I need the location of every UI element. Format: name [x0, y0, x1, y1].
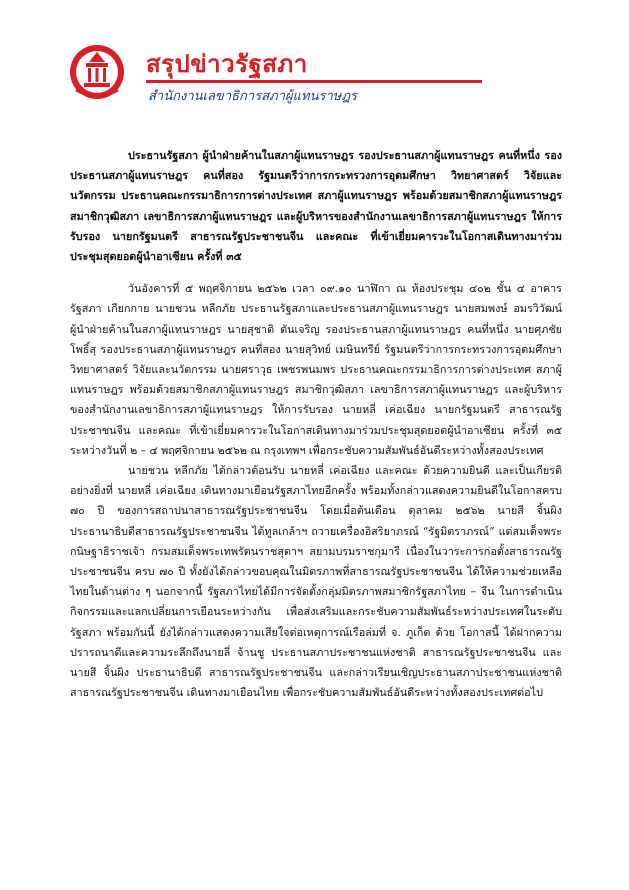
document-title: ประธานรัฐสภา ผู้นำฝ่ายค้านในสภาผู้แทนราษฎร รองประธานสภาผู้แทนราษฎร คนที่หนึ่ง รองประธานสภาผู้แทนราษฎร คนที่สอง รัฐมนตรีว่าการกระทรวงการอุดมศึกษา วิทยาศาสตร์ วิจัยและนวัตกรรม ประธานคณะกรรมาธิการการต่างประเทศ สภาผู้แทนราษฎร พร้อมด้วยสมาชิกสภาผู้แทนราษฎร สมาชิกวุฒิสภา เลขาธิการสภาผู้แทนราษฎร และผู้บริหารของสำนักงานเลขาธิการสภาผู้แทนราษฎร ให้การรับรอง นายกรัฐมนตรี สาธารณรัฐประชาชนจีน และคณะ ที่เข้าเยี่ยมคารวะในโอกาสเดินทางมาร่วมประชุมสุดยอดผู้นำอาเซียน ครั้งที่ ๓๕: [70, 149, 562, 264]
brand-subtitle: สำนักงานเลขาธิการสภาผู้แทนราษฎร: [148, 89, 358, 104]
parliament-emblem-icon: [62, 38, 132, 102]
brand-divider: [146, 80, 482, 83]
document-body: [70, 146, 562, 703]
page-header: [62, 38, 482, 108]
paragraph-1: วันอังคารที่ ๕ พฤศจิกายน ๒๕๖๒ เวลา ๐๙.๑๐ นาฬิกา ณ ห้องประชุม ๔๐๒ ชั้น ๔ อาคารรัฐสภา เกียกกาย นายชวน หลีกภัย ประธานรัฐสภาและประธานสภาผู้แทนราษฎร นายสมพงษ์ อมรวิวัฒน์ ผู้นำฝ่ายค้านในสภาผู้แทนราษฎร นายสุชาติ ตันเจริญ รองประธานสภาผู้แทนราษฎร คนที่หนึ่ง นายศุภชัย โพธิ์สุ รองประธานสภาผู้แทนราษฎร คนที่สอง นายสุวิทย์ เมษินทรีย์ รัฐมนตรีว่าการกระทรวงการอุดมศึกษา วิทยาศาสตร์ วิจัยและนวัตกรรม นายศราวุธ เพชรพนมพร ประธานคณะกรรมาธิการการต่างประเทศ สภาผู้แทนราษฎร พร้อมด้วยสมาชิกสภาผู้แทนราษฎร สมาชิกวุฒิสภา เลขาธิการสภาผู้แทนราษฎร และผู้บริหารของสำนักงานเลขาธิการสภาผู้แทนราษฎร ให้การรับรอง นายหลี่ เค่อเฉียง นายกรัฐมนตรี สาธารณรัฐประชาชนจีน และคณะ ที่เข้าเยี่ยมคารวะในโอกาสเดินทางมาร่วมประชุมสุดยอดผู้นำอาเซียน ครั้งที่ ๓๕ ระหว่างวันที่ ๒ – ๔ พฤศจิกายน ๒๕๖๒ ณ กรุงเทพฯ เพื่อกระชับความสัมพันธ์อันดีระหว่างทั้งสองประเทศ: [70, 282, 562, 457]
paragraph-2: นายชวน หลีกภัย ได้กล่าวต้อนรับ นายหลี่ เค่อเฉียง และคณะ ด้วยความยินดี และเป็นเกียรติอย่างยิ่งที่ นายหลี่ เค่อเฉียง เดินทางมาเยือนรัฐสภาไทยอีกครั้ง พร้อมทั้งกล่าวแสดงความยินดีในโอกาสครบ ๗๐ ปี ของการสถาปนาสาธารณรัฐประชาชนจีน โดยเมื่อต้นเดือน ตุลาคม ๒๕๖๒ นายสี จิ้นผิง ประธานาธิบดีสาธารณรัฐประชาชนจีน ได้ทูลเกล้าฯ ถวายเครื่องอิสริยาภรณ์ “รัฐมิตราภรณ์” แด่สมเด็จพระกนิษฐาธิราชเจ้า กรมสมเด็จพระเทพรัตนราชสุดาฯ สยามบรมราชกุมารี เนื่องในวาระการก่อตั้งสาธารณรัฐประชาชนจีน ครบ ๗๐ ปี ทั้งยังได้กล่าวขอบคุณในมิตรภาพที่สาธารณรัฐประชาชนจีน ได้ให้ความช่วยเหลือไทยในด้านต่าง ๆ นอกจากนี้ รัฐสภาไทยได้มีการจัดตั้งกลุ่มมิตรภาพสมาชิกรัฐสภาไทย – จีน ในการดำเนินกิจกรรมและแลกเปลี่ยนการเยือนระหว่างกัน เพื่อส่งเสริมและกระชับความสัมพันธ์ระหว่างประเทศในระดับรัฐสภา พร้อมกันนี้ ยังได้กล่าวแสดงความเสียใจต่อเหตุการณ์เรือล่มที่ จ. ภูเก็ต ด้วย โอกาสนี้ ได้ฝากความปรารถนาดีและความระลึกถึงนายลี่ จ้านชู ประธานสภาประชาชนแห่งชาติ สาธารณรัฐประชาชนจีน และนายสี จิ้นผิง ประธานาธิบดี สาธารณรัฐประชาชนจีน และกล่าวเรียนเชิญประธานสภาประชาชนแห่งชาติสาธารณรัฐประชาชนจีน เดินทางมาเยือนไทย เพื่อกระชับความสัมพันธ์อันดีระหว่างทั้งสองประเทศต่อไป: [70, 464, 562, 700]
brand-title: สรุปข่าวรัฐสภา: [146, 50, 308, 78]
